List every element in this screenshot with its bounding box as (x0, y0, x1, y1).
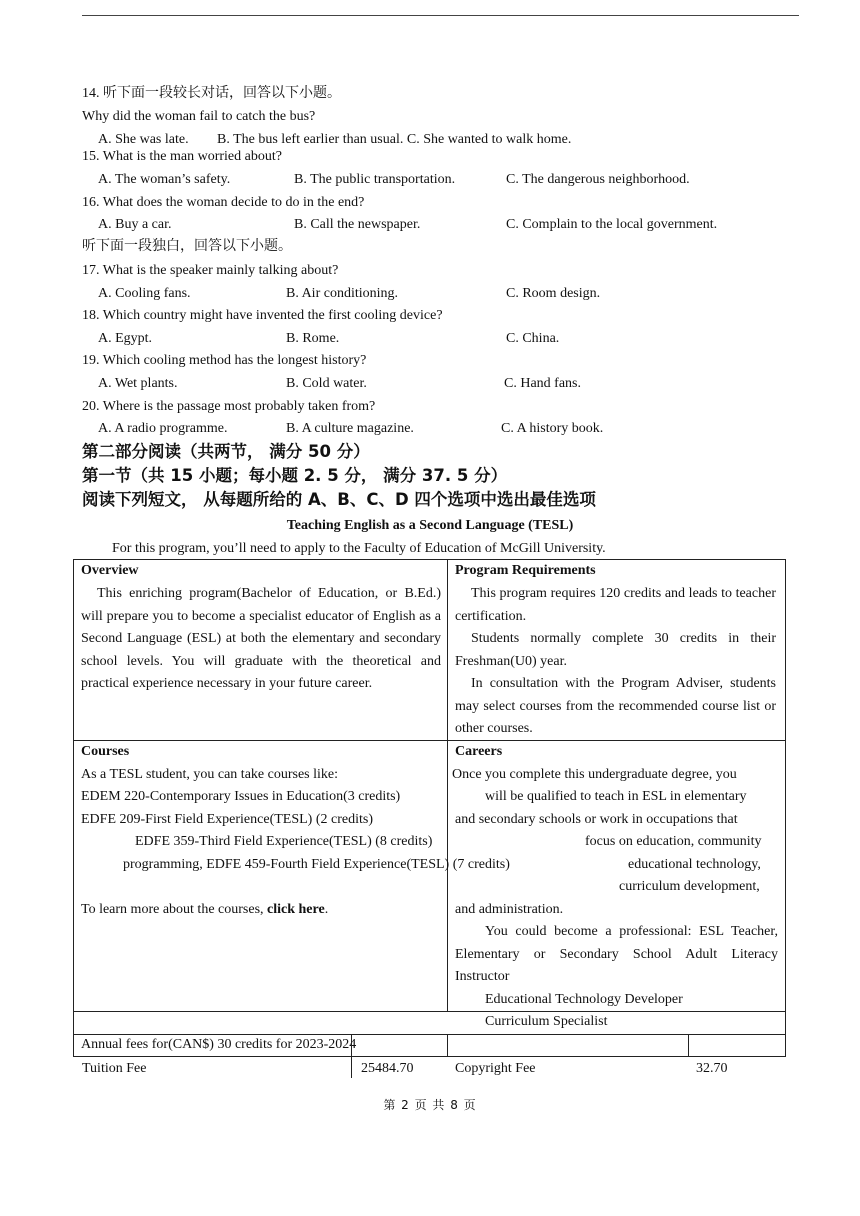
courses-intro: As a TESL student, you can take courses like: (81, 767, 338, 782)
q16-question: 16. What does the woman decide to do in the end? (82, 195, 365, 210)
overview-heading: Overview (81, 563, 139, 578)
passage-title: Teaching English as a Second Language (TESL) (286, 518, 574, 533)
careers-role-edtech: Educational Technology Developer (485, 992, 683, 1007)
q20-option-a: A. A radio programme. (98, 421, 228, 436)
q16-option-c: C. Complain to the local government. (506, 217, 718, 232)
q20-option-b: B. A culture magazine. (286, 421, 414, 436)
requirements-paragraph-2: Students normally complete 30 credits in their Freshman(U0) year. (455, 631, 776, 669)
table-border-left (73, 559, 74, 1057)
careers-line-2: will be qualified to teach in ESL in elementary (485, 789, 747, 804)
click-here-link[interactable]: click here (267, 902, 325, 917)
tuition-fee-value: 25484.70 (361, 1061, 414, 1076)
q14-option-a: A. She was late. (98, 132, 189, 147)
q17-option-b: B. Air conditioning. (286, 286, 398, 301)
fees-label: Annual fees for(CAN$) 30 credits for 2023-2024 (81, 1037, 357, 1052)
careers-line-5: educational technology, (628, 857, 761, 872)
overview-text: This enriching program(Bachelor of Education, or B.Ed.) will prepare you to become a specialist educator of English as a Second Language (ESL) at both the elementary and secondary school levels. You will graduate with the theoretical and practical experience necessary in your future career. (81, 586, 441, 692)
passage-intro: For this program, you’ll need to apply to the Faculty of Education of McGill University. (112, 541, 606, 556)
q15-question: 15. What is the man worried about? (82, 149, 282, 164)
table-border-right (785, 559, 786, 1057)
page-footer: 第 2 页 共 8 页 (383, 1098, 477, 1112)
careers-line-6: curriculum development, (619, 879, 760, 894)
q15-option-c: C. The dangerous neighborhood. (506, 172, 690, 187)
careers-professional-text: You could become a professional: ESL Teacher, Elementary or Secondary School Adult Literacy Instructor (455, 924, 778, 985)
monologue-intro: 听下面一段独白，回答以下小题。 (82, 239, 292, 254)
q15-option-b: B. The public transportation. (294, 172, 456, 187)
q18-option-b: B. Rome. (286, 331, 340, 346)
q17-option-a: A. Cooling fans. (98, 286, 191, 301)
careers-role-curriculum: Curriculum Specialist (485, 1014, 608, 1029)
course-edem-220: EDEM 220-Contemporary Issues in Education(3 credits) (81, 789, 401, 804)
q18-question: 18. Which country might have invented the first cooling device? (82, 308, 443, 323)
fees-divider-mark (351, 1034, 352, 1078)
learn-more-text (81, 899, 328, 922)
q19-option-c: C. Hand fans. (504, 376, 581, 391)
q20-question: 20. Where is the passage most probably taken from? (82, 399, 376, 414)
q14-question: Why did the woman fail to catch the bus? (82, 109, 316, 124)
table-col-divider (447, 559, 448, 1011)
q14-option-bc: B. The bus left earlier than usual. C. She wanted to walk home. (217, 132, 572, 147)
careers-line-7: and administration. (455, 902, 564, 917)
section-one-heading: 第一节（共 15 小题；每小题 2. 5 分， 满分 37. 5 分） (82, 466, 508, 485)
q18-option-c: C. China. (506, 331, 560, 346)
q19-option-b: B. Cold water. (286, 376, 367, 391)
requirements-paragraph-1: This program requires 120 credits and leads to teacher certification. (455, 586, 776, 624)
q18-option-a: A. Egypt. (98, 331, 153, 346)
q20-option-c: C. A history book. (501, 421, 604, 436)
q19-option-a: A. Wet plants. (98, 376, 178, 391)
part-two-heading: 第二部分阅读（共两节， 满分 50 分） (82, 442, 370, 461)
q14-intro: 14. 听下面一段较长对话，回答以下小题。 (82, 86, 341, 101)
learn-more-suffix: . (324, 902, 329, 917)
careers-line-4: focus on education, community (585, 834, 762, 849)
fees-col-divider-2 (688, 1034, 689, 1057)
learn-more-prefix: To learn more about the courses, (81, 902, 268, 917)
careers-line-3: and secondary schools or work in occupations that (455, 812, 738, 827)
reading-instruction: 阅读下列短文， 从每题所给的 A、B、C、D 四个选项中选出最佳选项 (82, 490, 596, 509)
tuition-fee-label: Tuition Fee (82, 1061, 147, 1076)
careers-heading: Careers (455, 744, 503, 759)
q16-option-b: B. Call the newspaper. (294, 217, 421, 232)
course-edfe-209: EDFE 209-First Field Experience(TESL) (2 credits) (81, 812, 373, 827)
program-table (73, 559, 786, 1057)
q17-option-c: C. Room design. (506, 286, 601, 301)
requirements-paragraph-3: In consultation with the Program Adviser, students may select courses from the recommended course list or other courses. (455, 676, 776, 737)
q16-option-a: A. Buy a car. (98, 217, 172, 232)
q19-question: 19. Which cooling method has the longest history? (82, 353, 367, 368)
copyright-fee-label: Copyright Fee (455, 1061, 536, 1076)
q17-question: 17. What is the speaker mainly talking about? (82, 263, 339, 278)
careers-line-1: Once you complete this undergraduate degree, you (452, 767, 737, 782)
requirements-heading: Program Requirements (455, 563, 596, 578)
header-rule (82, 15, 799, 16)
course-edfe-359: EDFE 359-Third Field Experience(TESL) (8 credits) (135, 834, 433, 849)
fees-col-divider-1 (447, 1034, 448, 1057)
courses-heading: Courses (81, 744, 130, 759)
course-edfe-459: programming, EDFE 459-Fourth Field Experience(TESL) (7 credits) (123, 857, 510, 872)
table-border-top (73, 559, 786, 560)
copyright-fee-value: 32.70 (696, 1061, 728, 1076)
q15-option-a: A. The woman’s safety. (98, 172, 231, 187)
